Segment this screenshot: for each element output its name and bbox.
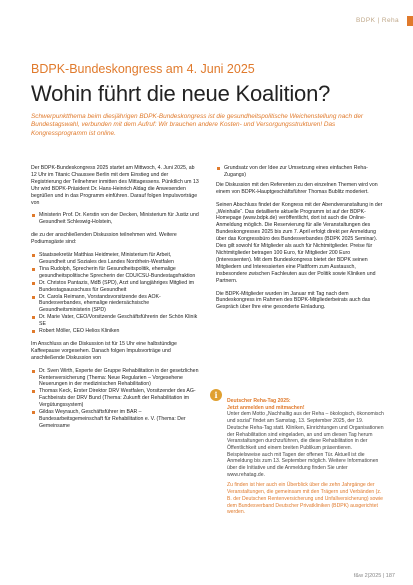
page-footer: f&w 2|2025 | 187	[353, 573, 395, 579]
infobox-subtitle: Jetzt anmelden und mitmachen!	[227, 404, 305, 411]
list-item: Dr. Marie Vater, CEO/Vorsitzende Geschäftsführerin der Schön Klinik SE	[31, 314, 199, 328]
list-item: Staatssekretär Matthias Heidmeier, Ministerium für Arbeit, Gesundheit und Soziales des Landes Nordrhein-Westfalen	[31, 252, 199, 266]
list-item: Dr. Sven Wirth, Experte der Gruppe Rehabilitation in der gesetzlichen Rentenversicherung (Thema: Neue Regularien – Vorgesehene Neuerungen in der medizinischen Rehabilitation)	[31, 368, 199, 389]
info-icon: i	[210, 389, 222, 401]
article-kicker: BDPK-Bundeskongress am 4. Juni 2025	[31, 62, 255, 76]
list-item: Grundsatz von der Idee zur Umsetzung eines einfachen Reha-Zugangs)	[216, 165, 386, 179]
list-item: Dr. Carola Reimann, Vorstandsvorsitzende des AOK-Bundesverbandes, ehemalige niedersächsische Gesundheitsministerin (SPD)	[31, 294, 199, 315]
list-item: Thomas Keck, Erster Direktor DRV Westfalen, Vorsitzender des AG-Fachbeirats der DRV Bund (Thema: Zukunft der Rehabilitation im Vergütungssystem)	[31, 388, 199, 409]
bullet-list-continued	[216, 165, 386, 179]
right-column	[216, 165, 386, 317]
left-mid: die zu der anschließenden Diskussion teilnehmen wird. Weitere Podiumsgäste sind:	[31, 232, 177, 246]
left-column	[31, 165, 199, 436]
right-paragraph-2: Seinen Abschluss findet der Kongress mit der Abendveranstaltung in der „Weinhalle“. Das detaillierte aktuelle Programm ist auf der BDPK-Homepage (www.bdpk.de) veröffentlicht, dort ist auch die Online-Anmeldung möglich. Die Reservierung für alle Veranstaltungen des Bundeskongresses 2025 bis zum 7. April erfolgt direkt per Anmeldung über das Kongressbüro des Bundesverbandes (BDPK 2025 Seminar). Dies gilt sowohl für Mitglieder als auch für Nichtmitglieder. Preise für Nichtmitglieder betragen 100 Euro, für Mitglieder 200 Euro (Interessenten). Mit dem Bundeskongress bietet der BDPK seinen Mitgliedern und Interessierten eine Plattform zum Austausch, insbesondere zwischen Fachleuten aus der Politik sowie Kliniken und Partnern.	[216, 201, 383, 284]
list-item: Dr. Christos Pantazis, MdB (SPD), Arzt und langjähriges Mitglied im Bundestagsausschuss für Gesundheit	[31, 280, 199, 294]
list-item: Robert Möller, CEO Helios Kliniken	[31, 328, 199, 335]
bullet-list-panel	[31, 252, 199, 335]
article-title: Wohin führt die neue Koalition?	[31, 81, 331, 106]
right-paragraph-1: Die Diskussion mit den Referenten zu den einzelnen Themen wird von einem von BDPK-Hauptgeschäftsführer Thomas Bublitz moderiert.	[216, 181, 378, 195]
infobox	[214, 390, 385, 520]
page-header	[0, 0, 413, 34]
bullet-list-afternoon	[31, 368, 199, 430]
section-label: BDPK | Reha	[356, 17, 399, 24]
right-paragraph-3: Die BDPK-Mitglieder wurden im Januar mit Tag nach dem Bundeskongress im Rahmen des BDPK-Mitgliederbeirats auch das Gespräch über Ihre eine gesonderte Einladung.	[216, 290, 371, 311]
bullet-list-speakers	[31, 212, 199, 226]
list-item: Ministerin Prof. Dr. Kerstin von der Decken, Ministerium für Justiz und Gesundheit Schleswig-Holstein,	[31, 212, 199, 226]
infobox-title: Deutscher Reha-Tag 2025:	[227, 398, 291, 404]
infobox-body-2: Zu finden ist hier auch ein Überblick über die zehn Jahrgänge der Veranstaltungen, die gemeinsam mit den Trägern und Verbänden (z. B. der Deutschen Rentenversicherung und Unfallversicherung) sowie dem Bundesverband Deutscher Privatkliniken (BDPK) ausgerichtet werden.	[227, 482, 384, 516]
section-accent-bar	[407, 16, 413, 26]
left-intro: Der BDPK-Bundeskongress 2025 startet am Mittwoch, 4. Juni 2025, ab 12 Uhr im Titanic Chaussee Berlin mit dem Einstieg und der Registrierung der Teilnehmer inmitten des Mittagessens. Pünktlich um 13 Uhr wird BDPK-Präsident Dr. Hans-Heinrich Aldag die Anwesenden begrüßen und in das Programm einführen. Darauf folgen Impulsvorträge von	[31, 165, 199, 206]
list-item: Tina Rudolph, Sprecherin für Gesundheitspolitik, ehemalige gesundheitspolitische Sprecherin der CDU/CSU-Bundestagsfraktion	[31, 266, 199, 280]
left-outro: Im Anschluss an die Diskussion ist für 15 Uhr eine halbstündige Kaffeepause vorgesehen. Danach folgen Impulsvorträge und anschließende Diskussion von	[31, 340, 177, 361]
infobox-body: Unter dem Motto „Nachhaltig aus der Reha – ökologisch, ökonomisch und sozial“ findet am Samstag, 13. September 2025, der 19. Deutsche Reha-Tag statt. Kliniken, Einrichtungen und Organisationen der Rehabilitation sind eingeladen, an und um diesen Tag herum Veranstaltungen durchzuführen, die diese Rehabilitation in der Öffentlichkeit und einem breiten Publikum präsentieren. Beispielsweise auch mit Tagen der offenen Tür. Aktuell ist die Anmeldung bis zum 13. September möglich. Weitere Informationen über die Initiative und die Anmeldung finden Sie unter www.rehatag.de.	[227, 411, 384, 478]
list-item: Gildas Weyrauch, Geschäftsführer im BAR – Bundesarbeitsgemeinschaft für Rehabilitation e. V. (Thema: Der Gemeinsame	[31, 409, 199, 430]
article-lead: Schwerpunktthema beim diesjährigen BDPK-Bundeskongress ist die gesundheitspolitische Weichenstellung nach der Bundestagswahl, verbunden mit dem Aufruf: Wir brauchen andere Kosten- und Versorgungsstrukturen! Das Kongressprogramm ist online.	[31, 113, 364, 137]
